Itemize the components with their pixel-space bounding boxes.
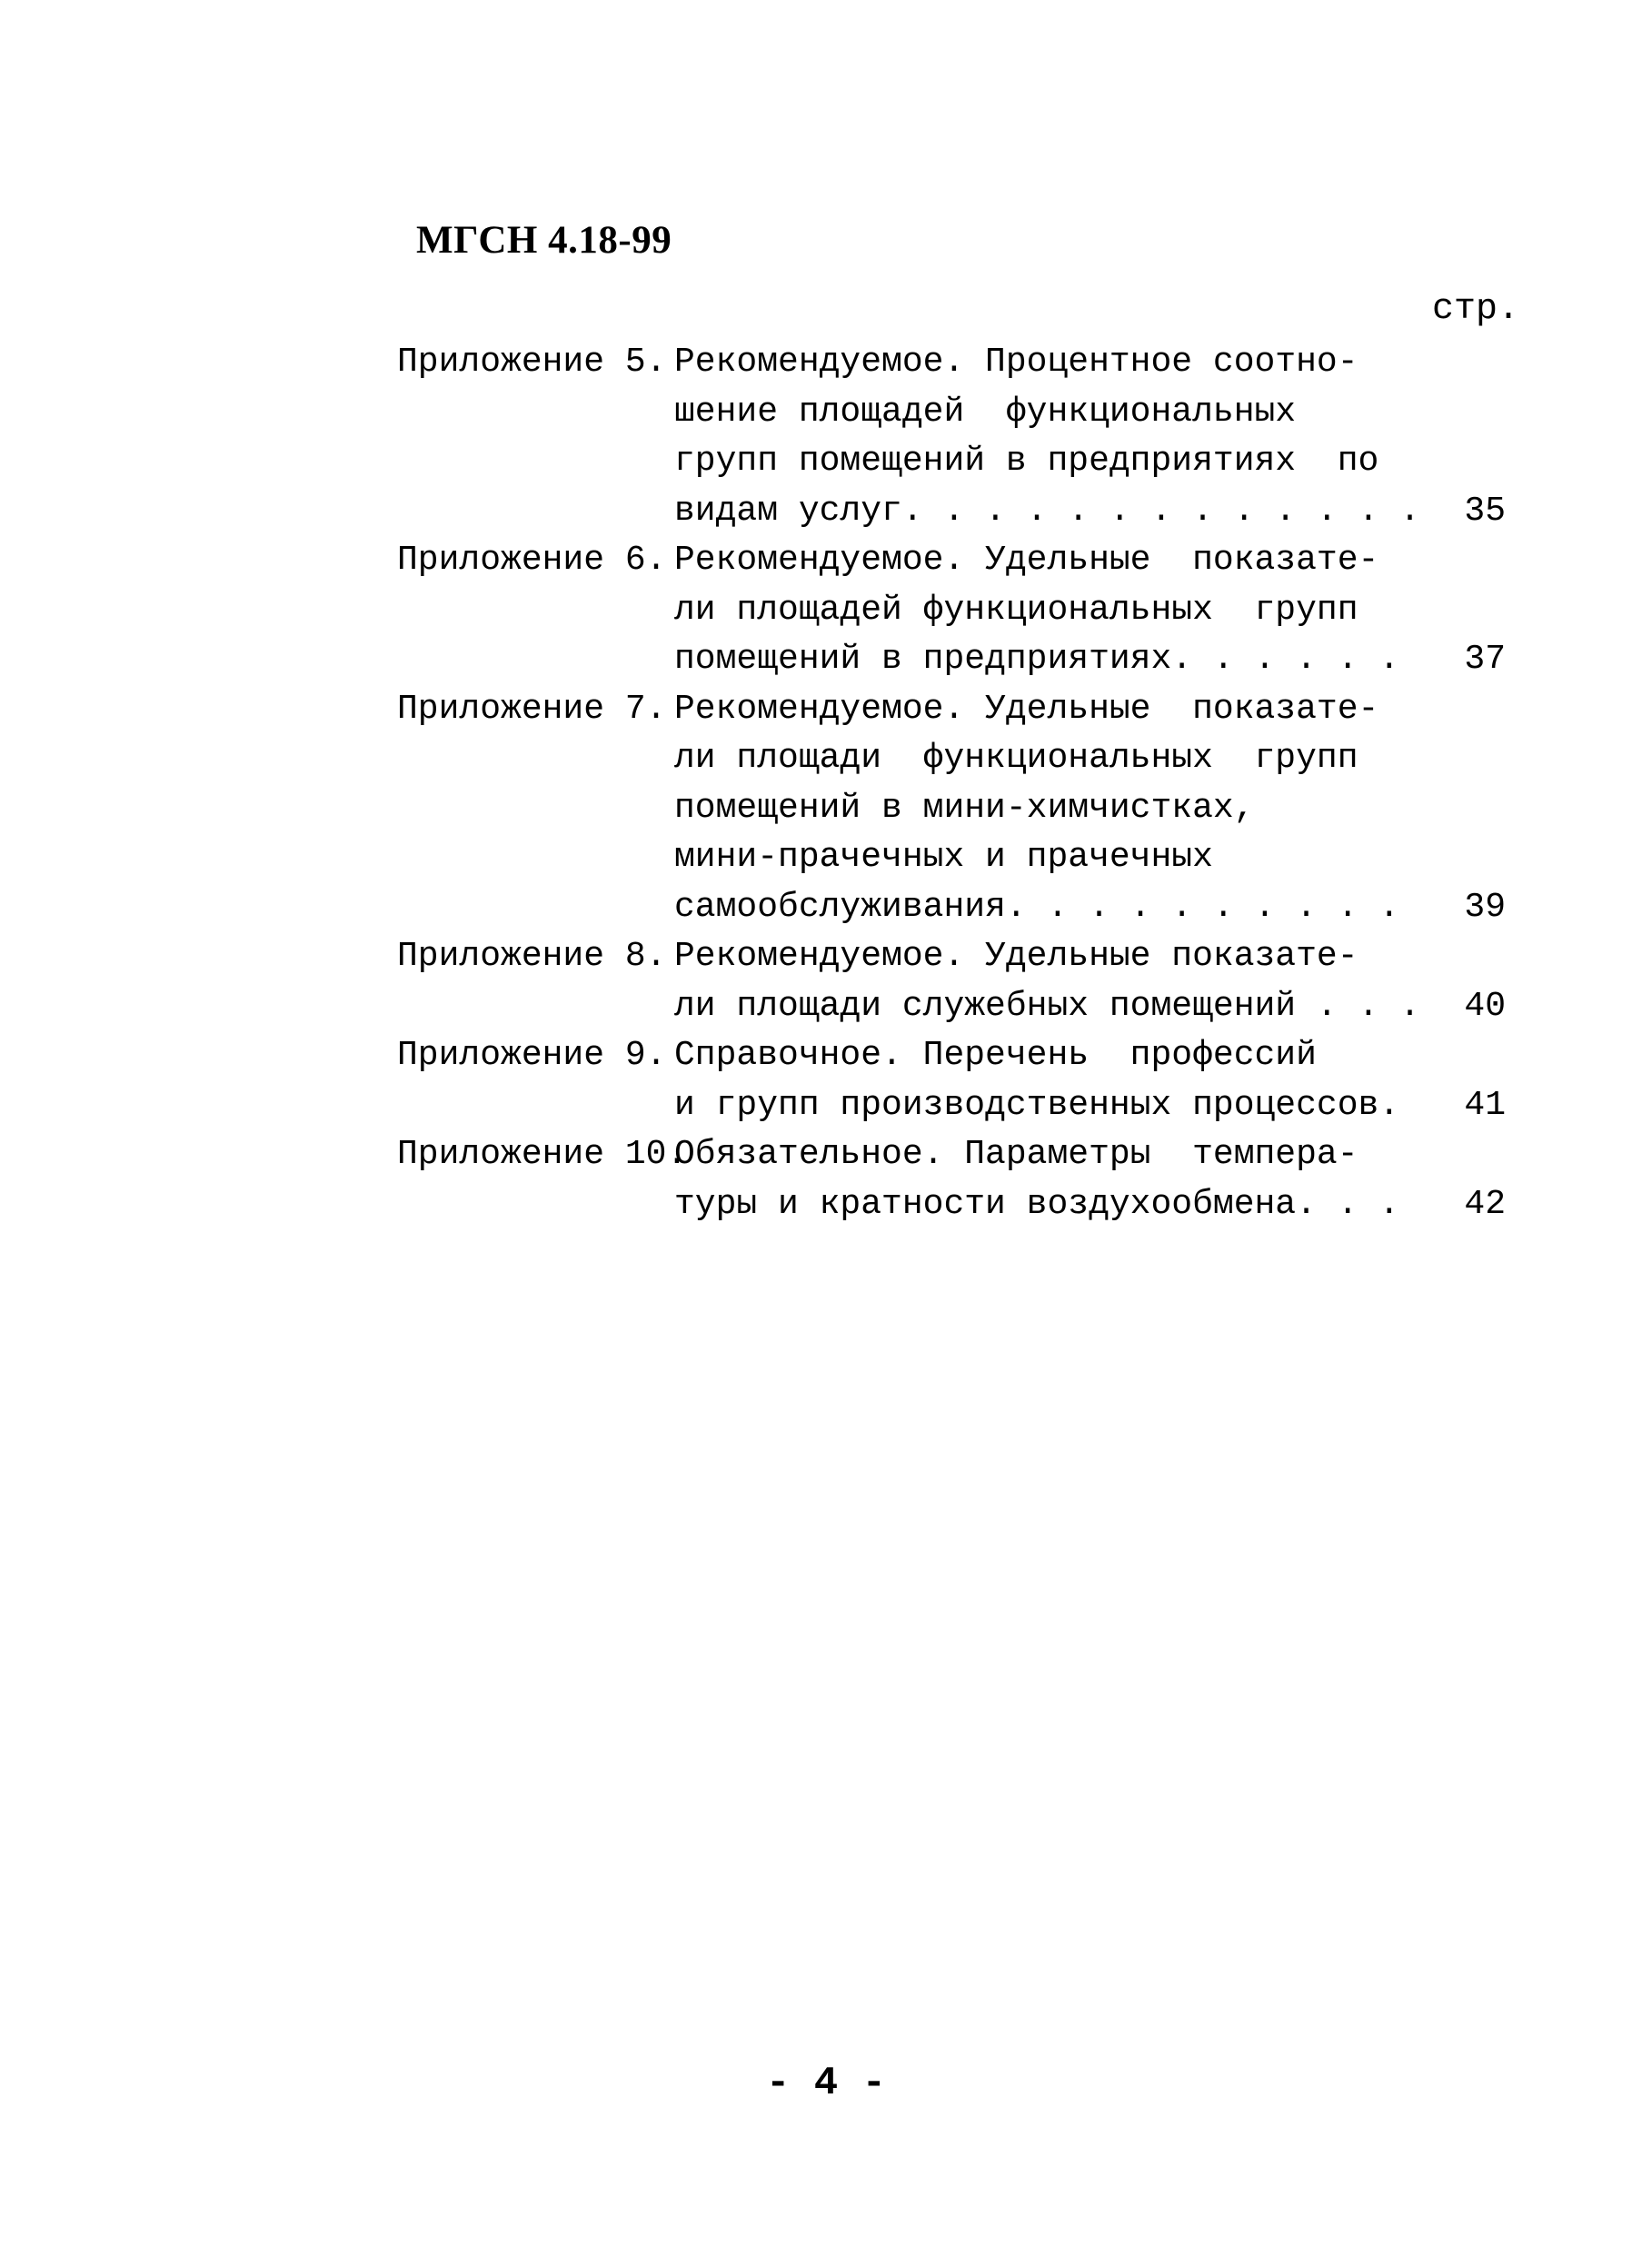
toc-entry-label: Приложение 8. <box>397 937 667 976</box>
toc-entry-body <box>674 1130 1506 1229</box>
toc-entry-line: мини-прачечных и прачечных <box>674 838 1213 877</box>
toc-entry-line: Справочное. Перечень профессий <box>674 1036 1317 1075</box>
toc-entry-label: Приложение 10. <box>397 1135 688 1174</box>
toc-entry <box>397 338 1506 536</box>
table-of-contents <box>397 338 1506 1229</box>
toc-page-number: 37 <box>1464 640 1506 679</box>
dot-leader <box>1317 982 1415 1032</box>
dot-leader <box>1171 635 1415 685</box>
toc-entry <box>397 1031 1506 1130</box>
toc-entry-line: ли площади функциональных групп <box>674 739 1358 778</box>
toc-entry-line: Рекомендуемое. Удельные показате- <box>674 541 1379 580</box>
dot-leader <box>1296 1180 1415 1230</box>
toc-entry-label: Приложение 6. <box>397 541 667 580</box>
toc-entry <box>397 932 1506 1031</box>
toc-entry-body <box>674 536 1506 685</box>
dot-leader <box>1378 1081 1415 1131</box>
toc-entry-line: туры и кратности воздухообмена <box>674 1184 1297 1224</box>
toc-entry-line: Рекомендуемое. Удельные показате- <box>674 937 1358 976</box>
toc-entry-label: Приложение 9. <box>397 1036 667 1075</box>
document-code: МГСН 4.18-99 <box>416 219 672 262</box>
toc-page-number: 41 <box>1464 1085 1506 1125</box>
toc-entry-line: и групп производственных процессов <box>674 1085 1379 1125</box>
toc-entry-line: помещений в предприятиях <box>674 640 1172 679</box>
page-column-label: стр. <box>1432 289 1520 330</box>
toc-entry-line: ли площади служебных помещений <box>674 986 1317 1026</box>
toc-entry-label: Приложение 7. <box>397 689 667 729</box>
toc-entry-body <box>674 338 1506 536</box>
dot-leader <box>902 487 1415 537</box>
toc-entry <box>397 536 1506 685</box>
toc-entry <box>397 685 1506 933</box>
toc-entry-body <box>674 685 1506 933</box>
dot-leader <box>1006 883 1415 933</box>
toc-entry-line: самообслуживания <box>674 887 1006 927</box>
toc-entry-body <box>674 1031 1506 1130</box>
toc-entry-line: шение площадей функциональных <box>674 392 1297 432</box>
toc-entry-line: Обязательное. Параметры темпера- <box>674 1135 1358 1174</box>
toc-entry-body <box>674 932 1506 1031</box>
toc-entry-label: Приложение 5. <box>397 343 667 382</box>
toc-page-number: 40 <box>1464 986 1506 1026</box>
toc-entry-line: групп помещений в предприятиях по <box>674 442 1379 481</box>
toc-entry-line: Рекомендуемое. Удельные показате- <box>674 689 1379 729</box>
page-number-footer: - 4 - <box>765 2061 887 2106</box>
toc-entry-line: видам услуг <box>674 491 902 531</box>
toc-entry-line: ли площадей функциональных групп <box>674 590 1358 630</box>
toc-page-number: 39 <box>1464 887 1506 927</box>
toc-entry-line: помещений в мини-химчистках, <box>674 788 1255 828</box>
toc-entry-line: Рекомендуемое. Процентное соотно- <box>674 343 1358 382</box>
toc-page-number: 42 <box>1464 1184 1506 1224</box>
toc-entry <box>397 1130 1506 1229</box>
toc-page-number: 35 <box>1464 491 1506 531</box>
